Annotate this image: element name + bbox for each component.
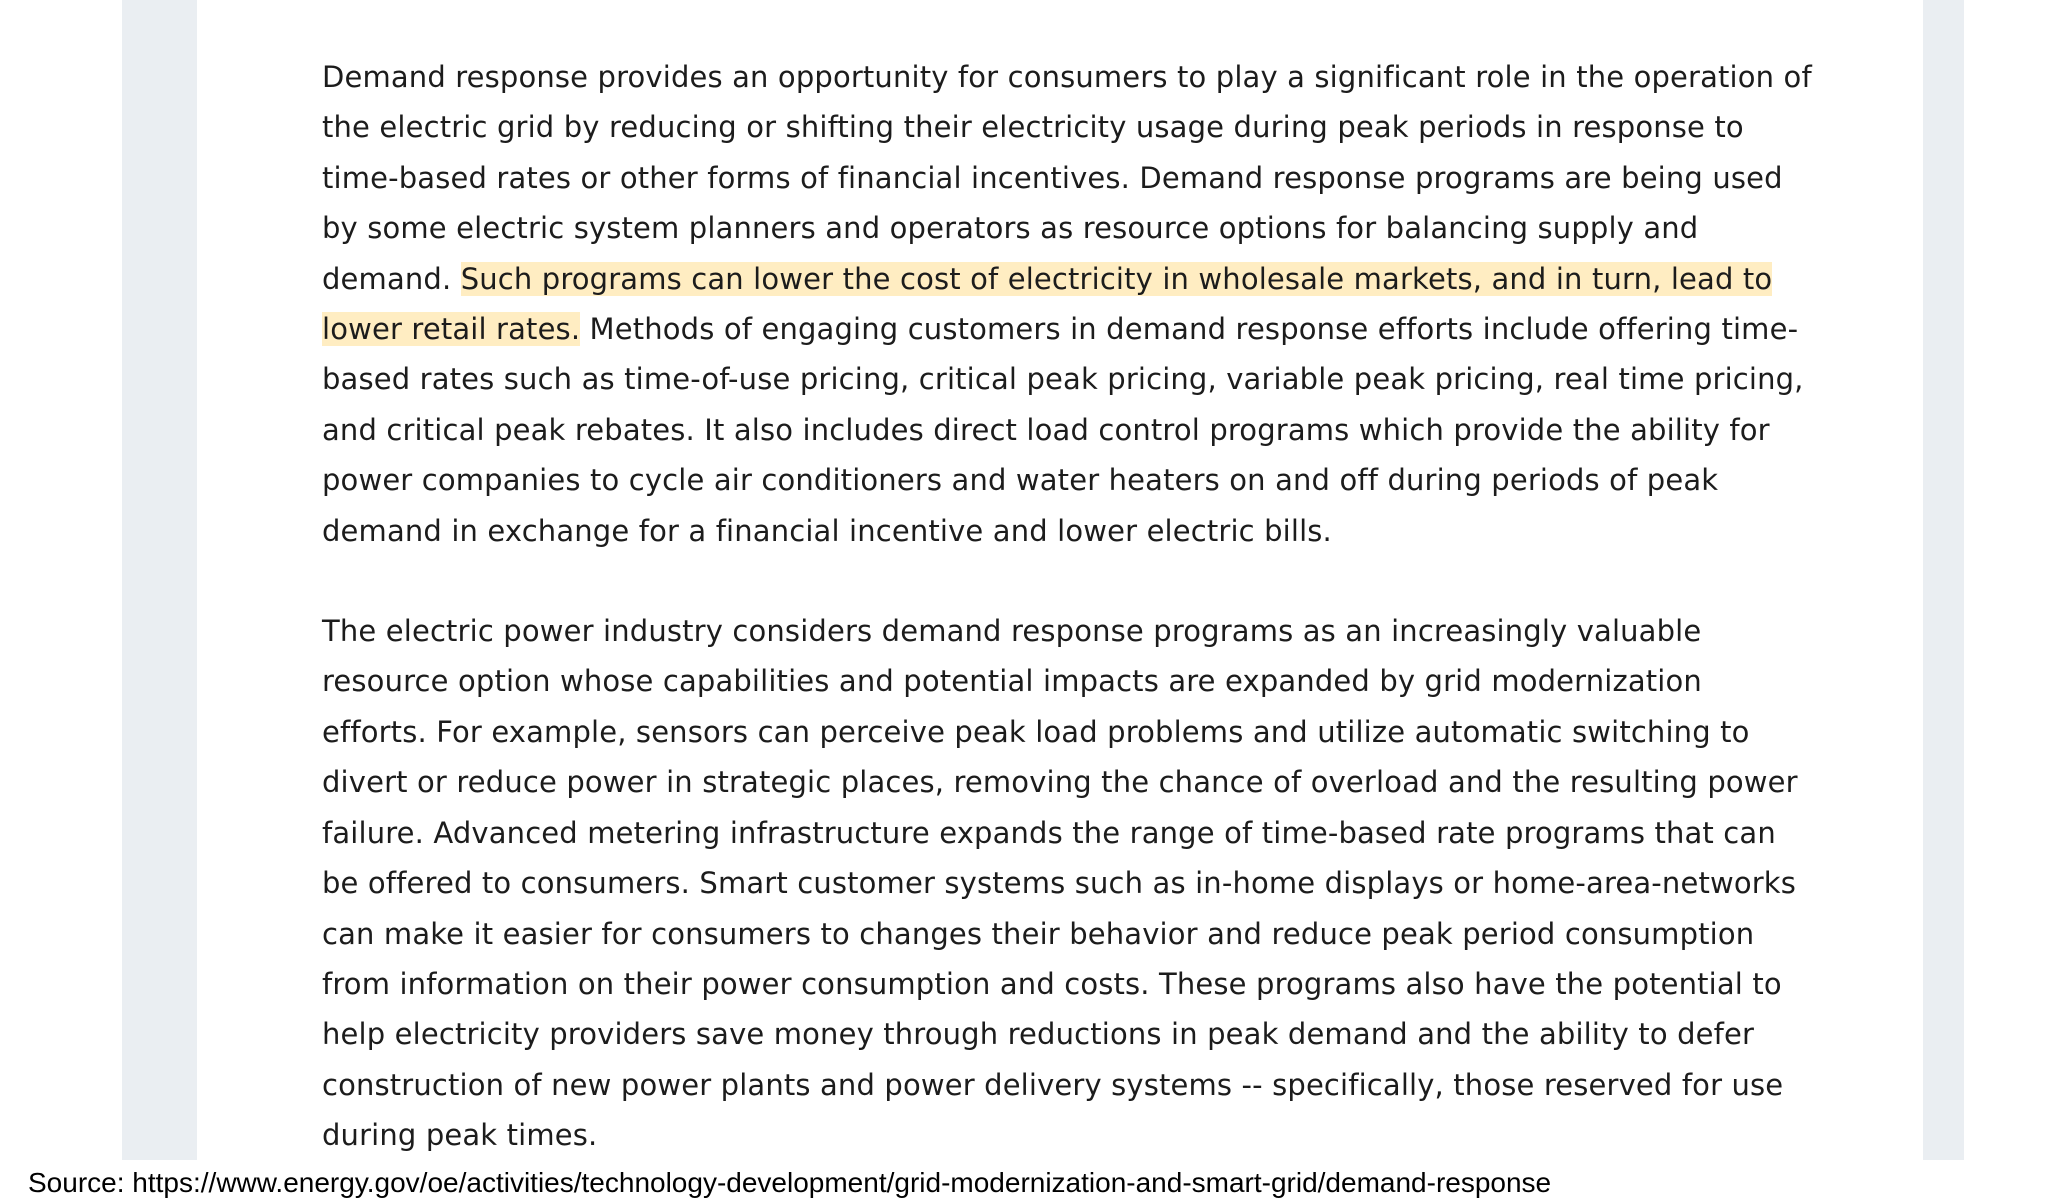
highlighted-sentence: Such programs can lower the cost of electricity in wholesale markets, and in turn, lead to lower retail rates. — [322, 261, 1773, 347]
paragraph-1 — [322, 52, 1812, 556]
paragraph-2: The electric power industry considers demand response programs as an increasingly valuable resource option whose capabilities and potential impacts are expanded by grid modernization efforts. For example, sensors can perceive peak load problems and utilize automatic switching to divert or reduce power in strategic places, removing the chance of overload and the resulting power failure. Advanced metering infrastructure expands the range of time-based rate programs that can be offered to consumers. Smart customer systems such as in-home displays or home-area-networks can make it easier for consumers to changes their behavior and reduce peak period consumption from information on their power consumption and costs. These programs also have the potential to help electricity providers save money through reductions in peak demand and the ability to defer construction of new power plants and power delivery systems -- specifically, those reserved for use during peak times. — [322, 614, 1798, 1153]
article-body — [322, 52, 1812, 1161]
paragraph-1-rest: Methods of engaging customers in demand response efforts include offering time-based rates such as time-of-use pricing, critical peak pricing, variable peak pricing, real time pricing, and critical peak rebates. It also includes direct load control programs which provide the ability for power companies to cycle air conditioners and water heaters on and off during periods of peak demand in exchange for a financial incentive and lower electric bills. — [322, 312, 1804, 548]
paragraph-1-lead: Demand response provides an opportunity for consumers to play a significant role in the operation of the electric grid by reducing or shifting their electricity usage during peak periods in response to time-based rates or other forms of financial incentives. Demand response programs are being used by some electric system planners and operators as resource options for balancing supply and demand. — [322, 60, 1812, 296]
source-caption: Source: https://www.energy.gov/oe/activities/technology-development/grid-modernization-and-smart-grid/demand-response — [28, 1167, 1552, 1198]
